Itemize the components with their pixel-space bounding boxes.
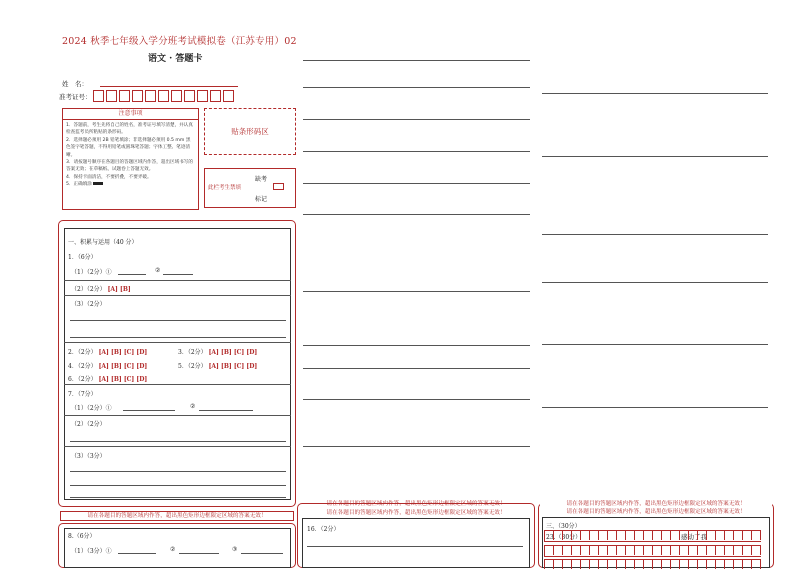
boundary-warning: 请在各题目的答题区域内作答，超出黑色矩形边框限定区域的答案无效！	[540, 500, 772, 508]
section1-heading: 一、积累与运用（40 分）	[68, 239, 138, 246]
q3-options[interactable]: [A] [B] [C] [D]	[208, 349, 258, 356]
boundary-warning: 请在各题目的答题区域内作答，超出黑色矩形边框限定区域的答案无效！	[60, 511, 294, 521]
q7-1-blank-1[interactable]	[123, 410, 175, 411]
q8-label: 8.（6分）	[68, 533, 96, 540]
q4-row: 4．（2分） [A] [B] [C] [D]	[68, 363, 148, 370]
answer-line[interactable]	[542, 407, 768, 408]
q2-options[interactable]: [A] [B] [C] [D]	[98, 349, 148, 356]
q1-label: 1．（6分）	[68, 254, 97, 261]
absent-note: 此栏考生禁填	[208, 185, 242, 191]
q7-1-label: （1）（2分）①	[71, 405, 112, 412]
notice-item: 2．选择题必须用 2B 铅笔填涂；非选择题必须用 0.5 mm 黑色签字笔答题，不得用铅笔或圆珠笔答题；字体工整、笔迹清晰。	[66, 137, 191, 158]
q8-1b-label: ②	[170, 546, 176, 553]
notice-item: 3．请按题号顺序在各题目的答题区域内作答，超出区域书写的答案无效；在草稿纸、试题卷上答题无效。	[66, 160, 193, 173]
notice-item: 4．保持卡面清洁，不要折叠，不要弄破。	[66, 174, 152, 180]
name-field[interactable]	[100, 86, 238, 87]
absent-checkbox[interactable]	[273, 183, 284, 190]
answer-line[interactable]	[303, 151, 530, 152]
q23-label: 23.（30分）	[546, 534, 582, 541]
q8-1-blank-2[interactable]	[179, 553, 219, 554]
boundary-warning: 请在各题目的答题区域内作答，超出黑色矩形边框限定区域的答案无效！	[326, 510, 506, 516]
divider	[64, 295, 291, 296]
composition-grid-row[interactable]	[544, 559, 761, 569]
q7-label: 7．（7分）	[68, 391, 97, 398]
barcode-area: 贴条形码区	[204, 108, 296, 155]
q6-row: 6．（2分） [A] [B] [C] [D]	[68, 376, 148, 383]
answer-line[interactable]	[303, 214, 530, 215]
absent-top-label: 缺考	[255, 176, 268, 183]
absent-bottom-label: 标记	[255, 196, 268, 203]
card-subtitle: 语文 · 答题卡	[148, 54, 203, 64]
answer-line[interactable]	[70, 497, 286, 498]
q3-row: 3．（2分） [A] [B] [C] [D]	[178, 349, 258, 356]
composition-grid-row[interactable]	[544, 530, 761, 542]
q8-1-label: （1）（3分）①	[71, 548, 112, 555]
answer-line[interactable]	[70, 441, 286, 442]
notice-heading: 注意事项	[63, 109, 198, 120]
q1-1b-label: ②	[155, 267, 161, 274]
q1-2-options[interactable]: [A] [B]	[107, 286, 131, 293]
q1-1-label: （1）（2分）①	[71, 269, 112, 276]
q8-1-blank-1[interactable]	[118, 553, 156, 554]
answer-line[interactable]	[303, 291, 530, 292]
answer-line[interactable]	[303, 345, 530, 346]
answer-line[interactable]	[303, 446, 530, 447]
answer-line[interactable]	[303, 119, 530, 120]
name-label: 姓 名：	[62, 80, 88, 88]
q8-1c-label: ③	[232, 546, 238, 553]
absent-mark-box	[204, 168, 296, 208]
answer-line[interactable]	[303, 368, 530, 369]
section3-heading: 三、（30分）	[546, 523, 581, 530]
q1-3-label: （3）（2分）	[71, 301, 106, 308]
q2-row: 2．（2分） [A] [B] [C] [D]	[68, 349, 148, 356]
answer-line[interactable]	[542, 93, 768, 94]
filled-bubble-example	[93, 182, 103, 185]
boundary-warning: 请在各题目的答题区域内作答，超出黑色矩形边框限定区域的答案无效！	[326, 501, 506, 507]
divider	[64, 384, 291, 385]
answer-line[interactable]	[70, 320, 286, 321]
answer-line[interactable]	[70, 337, 286, 338]
composition-title: 感动了我	[681, 533, 707, 541]
notice-box	[62, 108, 199, 210]
answer-line[interactable]	[542, 282, 768, 283]
q8-1-blank-3[interactable]	[241, 553, 283, 554]
id-label: 准考证号：	[59, 93, 92, 101]
q5-options[interactable]: [A] [B] [C] [D]	[208, 363, 258, 370]
answer-line[interactable]	[303, 60, 530, 61]
answer-line[interactable]	[70, 485, 286, 486]
answer-line[interactable]	[542, 156, 768, 157]
answer-line[interactable]	[303, 183, 530, 184]
divider	[64, 342, 291, 343]
divider	[64, 415, 291, 416]
notice-item: 5．正确填涂	[66, 181, 195, 188]
answer-line[interactable]	[542, 234, 768, 235]
q1-1-blank-2[interactable]	[163, 274, 193, 275]
answer-line[interactable]	[307, 546, 523, 547]
q5-row: 5．（2分） [A] [B] [C] [D]	[178, 363, 258, 370]
q7-1-blank-2[interactable]	[199, 410, 253, 411]
q16-label: 16．（2分）	[307, 526, 340, 533]
answer-line[interactable]	[70, 471, 286, 472]
composition-grid-row[interactable]	[544, 545, 761, 557]
exam-title: 2024 秋季七年级入学分班考试模拟卷（江苏专用）02	[62, 36, 297, 47]
divider	[64, 446, 291, 447]
id-number-boxes[interactable]	[93, 90, 236, 103]
answer-line[interactable]	[303, 399, 530, 400]
divider	[64, 280, 291, 281]
q7-1b-label: ②	[190, 403, 196, 410]
boundary-warning: 请在各题目的答题区域内作答，超出黑色矩形边框限定区域的答案无效！	[566, 509, 746, 515]
q7-3-label: （3）（3分）	[71, 453, 106, 460]
q1-2-label: （2）（2分） [A] [B]	[71, 286, 131, 293]
q1-1-blank-1[interactable]	[118, 274, 146, 275]
q6-options[interactable]: [A] [B] [C] [D]	[98, 376, 148, 383]
answer-line[interactable]	[303, 87, 530, 88]
q4-options[interactable]: [A] [B] [C] [D]	[98, 363, 148, 370]
answer-line[interactable]	[542, 344, 768, 345]
q7-2-label: （2）（2分）	[71, 421, 106, 428]
notice-item: 1．答题前，考生先将自己的姓名，准考证号填写清楚，并认真检查监考员所粘贴的条形码。	[66, 123, 193, 136]
